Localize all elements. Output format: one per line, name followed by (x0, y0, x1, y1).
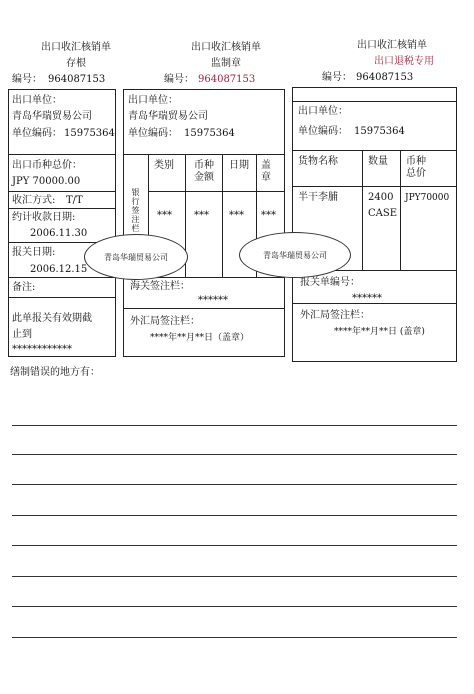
write-line (12, 545, 457, 546)
right-number: 964087153 (356, 72, 414, 83)
write-line (12, 576, 457, 577)
qty-line1: 2400 (368, 192, 394, 203)
middle-exporter: 青岛华瑞贸易公司 (128, 111, 208, 122)
goods-name: 半干李脯 (298, 192, 338, 203)
col-type: 类别 (154, 160, 174, 171)
middle-unit-code-label: 单位编码： (128, 128, 178, 139)
write-line (12, 454, 457, 455)
errors-label: 缮制错误的地方有： (10, 367, 100, 378)
col-qty: 数量 (368, 156, 388, 167)
stub-subtitle: 存根 (66, 58, 86, 69)
col-goods: 货物名称 (298, 156, 338, 167)
goods-total: JPY70000 (405, 193, 450, 203)
right-subtitle: 出口退税专用 (374, 56, 434, 67)
stub-exporter: 青岛华瑞贸易公司 (12, 111, 92, 122)
bank-column-label: 银行签注栏 (131, 188, 140, 233)
stub-expected-date: 2006.11.30 (30, 228, 88, 239)
stub-remarks-label: 备注: (12, 282, 36, 293)
right-forex-label: 外汇局签注栏： (300, 310, 370, 321)
stub-declare-date-label: 报关日期: (12, 247, 56, 258)
col-currency-total: 币种总价 (406, 156, 426, 179)
stub-expected-date-label: 约计收款日期: (12, 212, 76, 223)
right-customs-no: ****** (352, 293, 382, 304)
middle-forex-label: 外汇局签注栏： (130, 316, 200, 327)
stub-currency-total: JPY 70000.00 (12, 176, 81, 187)
right-exporter-label: 出口单位： (298, 106, 348, 117)
company-stamp-left (84, 234, 188, 280)
stub-exporter-label: 出口单位： (12, 95, 62, 106)
stub-unit-code-label: 单位编码： (12, 128, 62, 139)
middle-number: 964087153 (198, 74, 256, 85)
write-line (12, 484, 457, 485)
col-seal: 盖章 (261, 160, 271, 183)
row-date: *** (229, 210, 244, 221)
row-seal: *** (261, 210, 276, 221)
stub-validity-line1: 此单报关有效期截 (12, 313, 92, 324)
middle-forex-date: ****年**月**日（盖章） (150, 333, 250, 343)
right-customs-no-label: 报关单编号： (300, 277, 360, 288)
row-type: *** (157, 210, 172, 221)
stub-number: 964087153 (48, 74, 106, 85)
stub-validity-line2: 止到 (12, 329, 32, 340)
stub-declare-date: 2006.12.15 (30, 264, 88, 275)
stub-method-label: 收汇方式: (12, 195, 56, 206)
write-line (12, 515, 457, 516)
qty-line2: CASE (368, 208, 398, 219)
company-stamp-right (239, 232, 351, 278)
stub-validity-value: ************ (12, 344, 72, 355)
stub-number-label: 编号： (12, 74, 42, 85)
stub-currency-total-label: 出口币种总价： (12, 160, 82, 171)
middle-unit-code: 15975364 (184, 128, 235, 139)
write-line (12, 425, 457, 426)
row-amount: *** (194, 210, 209, 221)
middle-customs-value: ****** (198, 295, 228, 306)
right-forex-date: ****年**月**日 (盖章) (334, 327, 425, 337)
right-unit-code: 15975364 (354, 126, 405, 137)
stub-method: T/T (66, 195, 83, 206)
col-date: 日期 (229, 160, 249, 171)
col-currency-amount: 币种金额 (194, 160, 214, 183)
middle-subtitle: 监制章 (211, 58, 241, 69)
stamp-left-text: 青岛华瑞贸易公司 (104, 252, 168, 262)
right-number-label: 编号： (322, 72, 352, 83)
middle-customs-label: 海关签注栏： (130, 281, 190, 292)
middle-number-label: 编号： (164, 74, 194, 85)
write-line (12, 606, 457, 607)
middle-exporter-label: 出口单位： (128, 95, 178, 106)
stamp-right-text: 青岛华瑞贸易公司 (263, 250, 327, 260)
stub-unit-code: 15975364 (64, 128, 115, 139)
middle-title: 出口收汇核销单 (191, 42, 261, 53)
write-line (12, 637, 457, 638)
right-unit-code-label: 单位编码： (298, 126, 348, 137)
stub-title: 出口收汇核销单 (41, 42, 111, 53)
right-title: 出口收汇核销单 (357, 40, 427, 51)
